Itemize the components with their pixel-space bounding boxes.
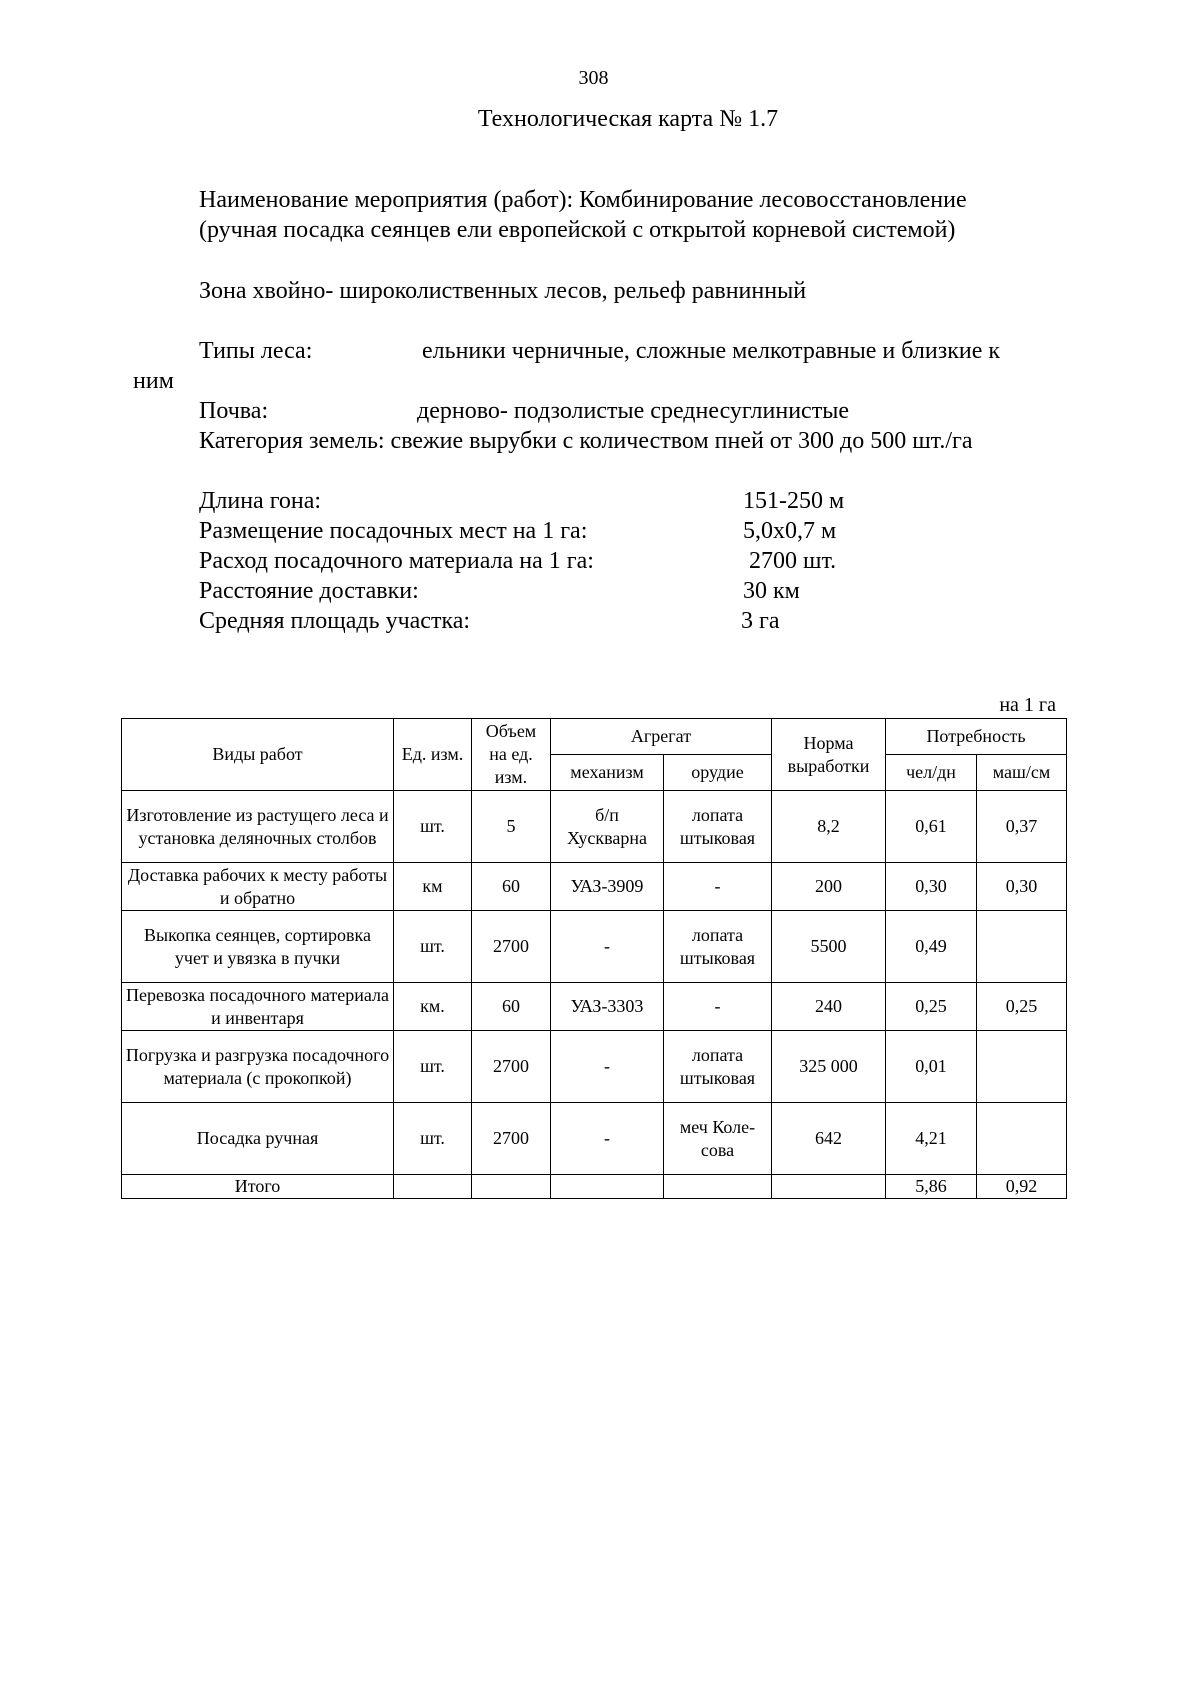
cell-tool: лопата штыковая	[664, 1031, 772, 1103]
cell-norm: 642	[772, 1103, 886, 1175]
cell-unit: шт.	[394, 1031, 472, 1103]
total-man-days: 5,86	[886, 1175, 977, 1199]
land-category: Категория земель: свежие вырубки с количеством пней от 300 до 500 шт./га	[199, 428, 973, 454]
param-value: 3 га	[741, 608, 780, 634]
works-table	[121, 718, 1067, 1199]
cell-tool: -	[664, 983, 772, 1031]
cell-machine-shifts	[977, 1103, 1067, 1175]
param-label: Длина гона:	[199, 488, 322, 514]
cell-volume: 2700	[472, 911, 551, 983]
header-unit: Ед. изм.	[394, 719, 472, 791]
cell-machine-shifts	[977, 1031, 1067, 1103]
cell-mechanism: б/п Хускварна	[551, 791, 664, 863]
cell-unit: км	[394, 863, 472, 911]
table-row	[122, 911, 1067, 983]
header-need: Потребность	[886, 719, 1067, 755]
cell-volume: 60	[472, 863, 551, 911]
cell-machine-shifts: 0,30	[977, 863, 1067, 911]
cell-mechanism: -	[551, 911, 664, 983]
header-norm: Норма выработки	[772, 719, 886, 791]
cell-mechanism: -	[551, 1103, 664, 1175]
cell-man-days: 0,61	[886, 791, 977, 863]
cell-norm: 5500	[772, 911, 886, 983]
cell-man-days: 4,21	[886, 1103, 977, 1175]
soil-label: Почва:	[199, 398, 269, 424]
page-number: 308	[578, 67, 609, 89]
cell-work: Изготовление из растущего леса и установка деляночных столбов	[122, 791, 394, 863]
cell-tool: -	[664, 863, 772, 911]
soil-value: дерново- подзолистые среднесуглинистые	[417, 398, 849, 424]
table-row	[122, 791, 1067, 863]
cell-unit: шт.	[394, 1103, 472, 1175]
cell-man-days: 0,49	[886, 911, 977, 983]
cell-work: Посадка ручная	[122, 1103, 394, 1175]
cell-norm: 325 000	[772, 1031, 886, 1103]
cell-norm: 8,2	[772, 791, 886, 863]
total-empty-cell	[472, 1175, 551, 1199]
page-title: Технологическая карта № 1.7	[477, 106, 779, 132]
header-work-type: Виды работ	[122, 719, 394, 791]
cell-unit: шт.	[394, 791, 472, 863]
header-volume: Объем на ед. изм.	[472, 719, 551, 791]
cell-tool: меч Коле-сова	[664, 1103, 772, 1175]
cell-mechanism: УАЗ-3303	[551, 983, 664, 1031]
param-label: Средняя площадь участка:	[199, 608, 471, 634]
unit-note: на 1 га	[999, 694, 1056, 716]
param-label: Размещение посадочных мест на 1 га:	[199, 518, 588, 544]
cell-norm: 240	[772, 983, 886, 1031]
cell-mechanism: УАЗ-3909	[551, 863, 664, 911]
zone-text: Зона хвойно- широколиственных лесов, рельеф равнинный	[199, 278, 807, 304]
total-empty-cell	[772, 1175, 886, 1199]
cell-unit: км.	[394, 983, 472, 1031]
cell-volume: 2700	[472, 1103, 551, 1175]
cell-unit: шт.	[394, 911, 472, 983]
table-total-row	[122, 1175, 1067, 1199]
table-row	[122, 863, 1067, 911]
header-man-days: чел/дн	[886, 755, 977, 791]
forest-types-value: ельники черничные, сложные мелкотравные и близкие к	[422, 338, 1001, 364]
param-label: Расход посадочного материала на 1 га:	[199, 548, 594, 574]
param-label: Расстояние доставки:	[199, 578, 419, 604]
cell-volume: 60	[472, 983, 551, 1031]
total-empty-cell	[551, 1175, 664, 1199]
cell-machine-shifts: 0,37	[977, 791, 1067, 863]
total-empty-cell	[394, 1175, 472, 1199]
cell-machine-shifts	[977, 911, 1067, 983]
param-value: 5,0х0,7 м	[743, 518, 837, 544]
cell-man-days: 0,30	[886, 863, 977, 911]
table-row	[122, 983, 1067, 1031]
header-machine-shifts: маш/см	[977, 755, 1067, 791]
cell-work: Выкопка сеянцев, сортировка учет и увязка в пучки	[122, 911, 394, 983]
cell-man-days: 0,01	[886, 1031, 977, 1103]
param-value: 151-250 м	[743, 488, 845, 514]
activity-line-1: Наименование мероприятия (работ): Комбинирование лесовосстановление	[199, 187, 967, 213]
header-mechanism: механизм	[551, 755, 664, 791]
cell-man-days: 0,25	[886, 983, 977, 1031]
cell-work: Погрузка и разгрузка посадочного материала (с прокопкой)	[122, 1031, 394, 1103]
cell-work: Доставка рабочих к месту работы и обратно	[122, 863, 394, 911]
forest-types-continuation: ним	[133, 368, 174, 394]
total-label: Итого	[122, 1175, 394, 1199]
cell-norm: 200	[772, 863, 886, 911]
param-value: 2700 шт.	[743, 548, 837, 574]
header-tool: орудие	[664, 755, 772, 791]
forest-types-label: Типы леса:	[199, 338, 313, 364]
total-machine-shifts: 0,92	[977, 1175, 1067, 1199]
table-row	[122, 1103, 1067, 1175]
cell-work: Перевозка посадочного материала и инвентаря	[122, 983, 394, 1031]
cell-volume: 5	[472, 791, 551, 863]
cell-mechanism: -	[551, 1031, 664, 1103]
cell-machine-shifts: 0,25	[977, 983, 1067, 1031]
activity-line-2: (ручная посадка сеянцев ели европейской с открытой корневой системой)	[199, 217, 956, 243]
cell-volume: 2700	[472, 1031, 551, 1103]
cell-tool: лопата штыковая	[664, 911, 772, 983]
table-row	[122, 1031, 1067, 1103]
param-value: 30 км	[743, 578, 800, 604]
total-empty-cell	[664, 1175, 772, 1199]
header-aggregate: Агрегат	[551, 719, 772, 755]
cell-tool: лопата штыковая	[664, 791, 772, 863]
